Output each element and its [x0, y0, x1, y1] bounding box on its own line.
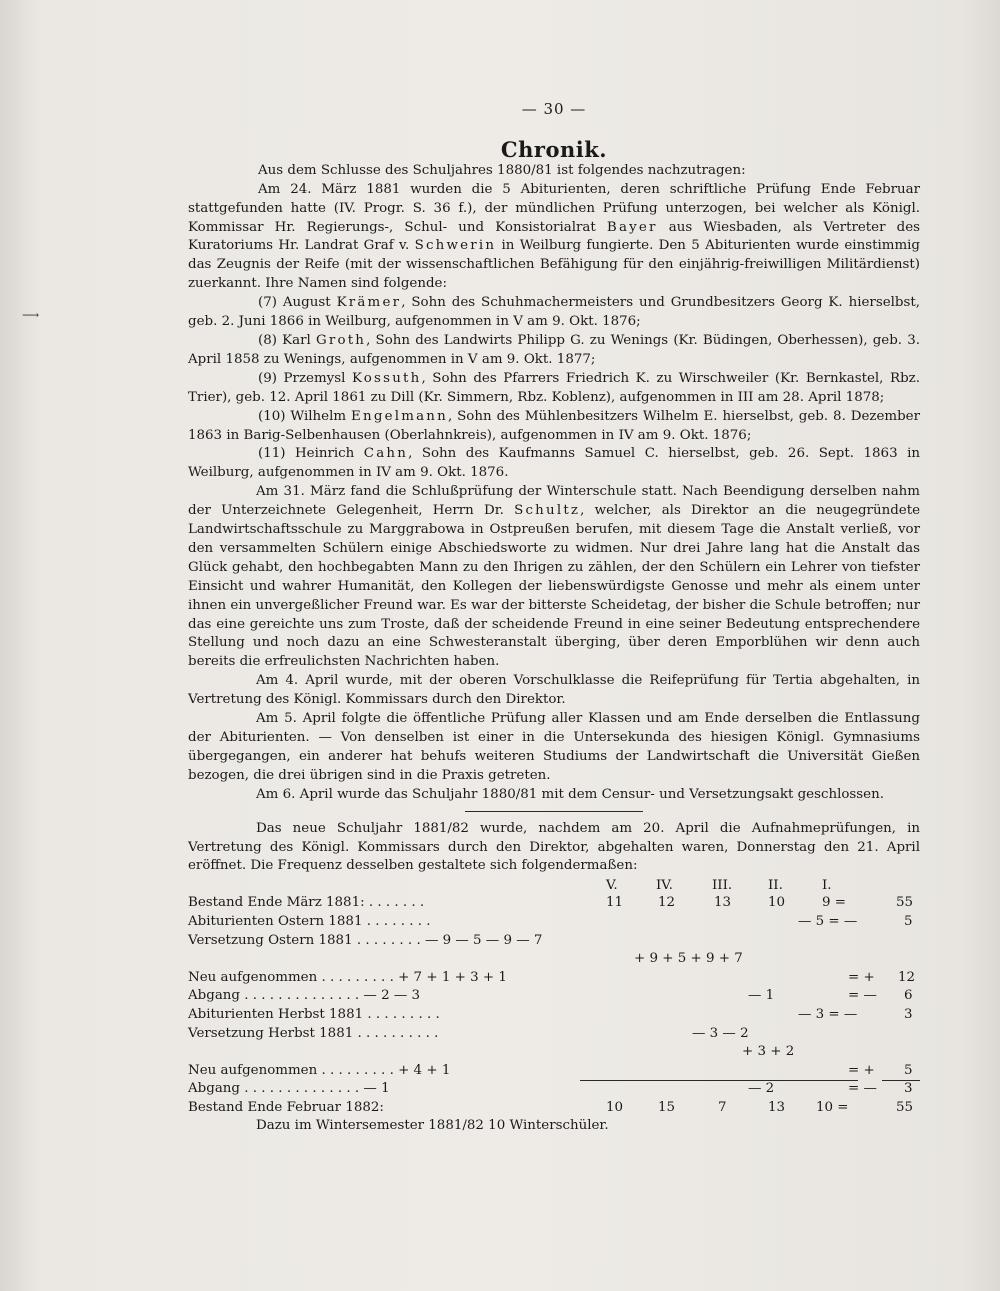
table-row: Abiturienten Herbst 1881 . . . . . . . . . — 3 = — 3: [188, 1006, 913, 1022]
table-row: Abgang . . . . . . . . . . . . . . — 2 — 3 — 1 = — 6: [188, 988, 913, 1004]
table-header: [188, 877, 920, 894]
page-number: — 30 —: [521, 100, 587, 118]
intro-paragraph: Aus dem Schlusse des Schuljahres 1880/81 ist folgendes nachzutragen:: [258, 162, 746, 178]
student-entry: (11) Heinrich Cahn, Sohn des Kaufmanns Samuel C. hierselbst, geb. 26. Sept. 1863 in Weilburg, aufgenommen in IV am 9. Okt. 1876.: [188, 446, 920, 481]
table-row: Versetzung Herbst 1881 . . . . . . . . . . — 3 — 2: [188, 1025, 749, 1041]
student-entry: (10) Wilhelm Engelmann, Sohn des Mühlenbesitzers Wilhelm E. hierselbst, geb. 8. Dezember 1863 in Barig-Selbenhausen (Oberlahnkreis), aufgenommen in IV am 9. Okt. 1876;: [188, 408, 920, 443]
table-footer: Dazu im Wintersemester 1881/82 10 Winterschüler.: [256, 1118, 609, 1134]
col-header-iii: III.: [712, 878, 733, 894]
page-title: Chronik.: [500, 136, 608, 162]
table-row: + 9 + 5 + 9 + 7: [634, 951, 743, 967]
name-bayer: Bayer: [606, 219, 658, 235]
student-name: Cahn: [363, 446, 409, 462]
name-schwerin: Schwerin: [414, 238, 497, 254]
page-content: [188, 100, 920, 1136]
abitur-paragraph: Am 24. März 1881 wurden die 5 Abiturienten, deren schriftliche Prüfung Ende Februar stattgefunden hatte (IV. Progr. S. 36 f.), der mündlichen Prüfung unterzogen, bei welcher als Königl. Kommissar Hr. Regierungs-, Schul- und Konsistorialrat Bayer aus Wiesbaden, als Vertreter des Kuratoriums Hr. Landrat Graf v. Schwerin in Weilburg fungierte. Den 5 Abiturienten wurde einstimmig das Zeugnis der Reife (mit der wissenschaftlichen Befähigung für den einjährig-freiwilligen Militärdienst) zuerkannt. Ihre Namen sind folgende:: [188, 181, 920, 292]
frequency-table: [188, 877, 920, 1136]
table-row: + 3 + 2: [742, 1044, 795, 1060]
student-name: Groth: [315, 332, 367, 348]
table-row: Abgang . . . . . . . . . . . . . . — 1 — 2 = — 3: [188, 1080, 920, 1099]
student-name: Engelmann: [351, 408, 448, 424]
table-row: Abiturienten Ostern 1881 . . . . . . . . — 5 = — 5: [188, 913, 913, 929]
sum-underline: [882, 1080, 920, 1081]
april6-paragraph: Am 6. April wurde das Schuljahr 1880/81 mit dem Censur- und Versetzungsakt geschlossen.: [256, 786, 884, 802]
col-header-ii: II.: [768, 878, 783, 894]
col-header-v: V.: [606, 878, 618, 894]
student-name: Kossuth: [351, 370, 422, 386]
section-divider: [465, 811, 643, 812]
table-row: Neu aufgenommen . . . . . . . . . + 4 + 1 = + 5: [188, 1062, 913, 1078]
student-entry: (9) Przemysl Kossuth, Sohn des Pfarrers Friedrich K. zu Wirschweiler (Kr. Bernkastel, Rbz. Trier), geb. 12. April 1861 zu Dill (Kr. Simmern, Rbz. Koblenz), aufgenommen in III am 28. April 1878;: [188, 370, 920, 405]
march31-paragraph: Am 31. März fand die Schlußprüfung der Winterschule statt. Nach Beendigung derselben nahm der Unterzeichnete Gelegenheit, Herrn Dr. Schultz, welcher, als Direktor an die neugegründete Landwirtschaftsschule zu Marggrabowa in Ostpreußen berufen, mit diesem Tage die Anstalt verließ, vor den versammelten Schülern einige Abschiedsworte zu widmen. Nur drei Jahre lang hat die Anstalt das Glück gehabt, den hochbegabten Mann zu den Ihrigen zu zählen, der den Schülern ein Lehrer von tiefster Einsicht und wahrer Humanität, den Kollegen der liebenswürdigste Genosse und mehr als einem unter ihnen ein unvergeßlicher Freund war. Es war der bitterste Scheidetag, der bisher die Schule betroffen; nur das eine gereichte uns zum Troste, daß der scheidende Freund in eine seiner Bedeutung entsprechendere Stellung und noch dazu an eine Schwesteranstalt überging, über deren Emporblühen wir denn auch bereits die erfreulichsten Nachrichten haben.: [188, 484, 920, 670]
student-name: Krämer: [336, 295, 402, 311]
col-header-i: I.: [822, 878, 832, 894]
table-row: Bestand Ende März 1881: . . . . . . . 11 12 13 10 9 = 55: [188, 895, 914, 911]
table-row-total: Bestand Ende Februar 1882: 10 15 7 13 10 = 55: [188, 1099, 914, 1115]
table-row: Versetzung Ostern 1881 . . . . . . . . — 9 — 5 — 9 — 7: [188, 932, 543, 948]
new-year-paragraph: Das neue Schuljahr 1881/82 wurde, nachdem am 20. April die Aufnahmeprüfungen, in Vertretung des Königl. Kommissars durch den Direktor, abgehalten waren, Donnerstag den 21. April eröffnet. Die Frequenz desselben gestaltete sich folgendermaßen:: [188, 820, 920, 874]
april5-paragraph: Am 5. April folgte die öffentliche Prüfung aller Klassen und am Ende derselben die Entlassung der Abiturienten. — Von denselben ist einer in die Untersekunda des hiesigen Königl. Gymnasiums übergegangen, ein anderer hat behufs weiteren Studiums der Landwirtschaft die Universität Gießen bezogen, die drei übrigen sind in die Praxis getreten.: [188, 711, 920, 783]
col-header-iv: IV.: [656, 878, 673, 894]
sum-underline: [580, 1080, 858, 1081]
april4-paragraph: Am 4. April wurde, mit der oberen Vorschulklasse die Reifeprüfung für Tertia abgehalten, in Vertretung des Königl. Kommissars durch den Direktor.: [188, 673, 920, 708]
student-entry: (8) Karl Groth, Sohn des Landwirts Philipp G. zu Wenings (Kr. Büdingen, Oberhessen), geb. 3. April 1858 zu Wenings, aufgenommen in V am 9. Okt. 1877;: [188, 332, 920, 367]
name-schultz: Schultz: [514, 503, 581, 519]
student-entry: (7) August Krämer, Sohn des Schuhmachermeisters und Grundbesitzers Georg K. hierselbst, geb. 2. Juni 1866 in Weilburg, aufgenommen in V am 9. Okt. 1876;: [188, 295, 920, 330]
table-row: Neu aufgenommen . . . . . . . . . + 7 + 1 + 3 + 1 = + 12: [188, 969, 916, 985]
margin-mark: ⟶: [22, 308, 40, 322]
